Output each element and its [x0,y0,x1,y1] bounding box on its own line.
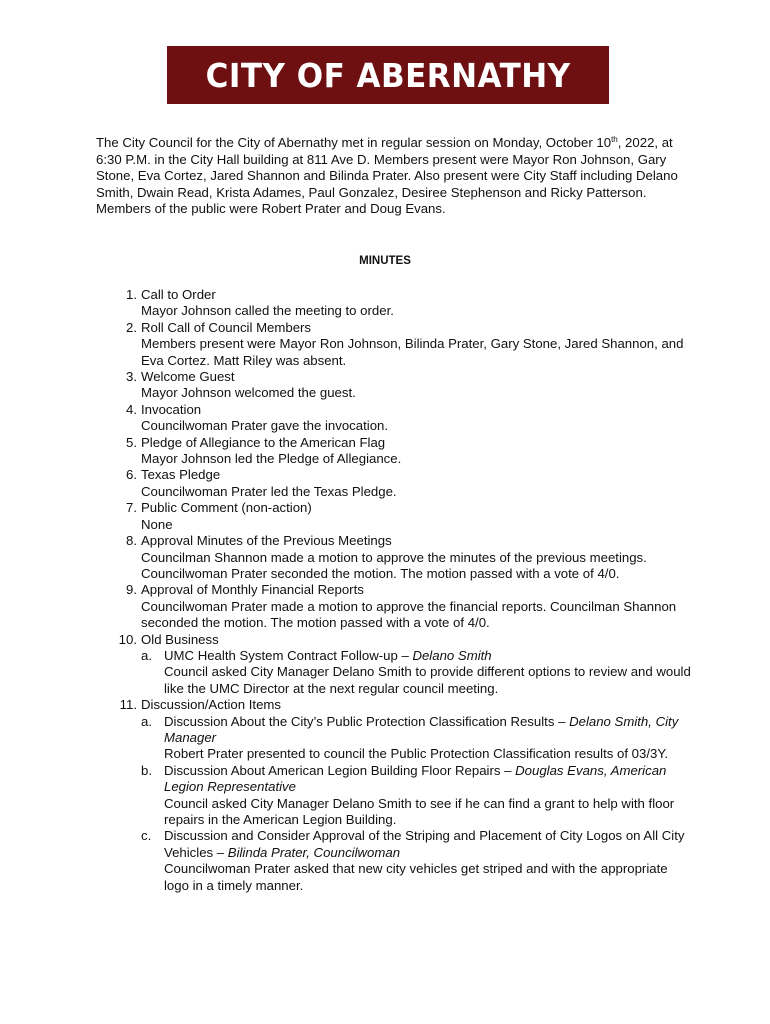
item-title: Texas Pledge [141,467,221,483]
item-number: 7. [126,500,137,516]
sub-item-body: Robert Prater presented to council the Public Protection Classification results of 03/3Y. [164,746,669,762]
item-number: 1. [126,287,137,302]
agenda-item [96,402,696,435]
item-title: Invocation [141,401,202,417]
agenda-item [96,632,696,698]
agenda-item [96,287,696,320]
agenda-item [96,533,696,582]
item-number: 2. [126,319,137,335]
city-title: CITY OF ABERNATHY [205,55,571,95]
item-number: 9. [126,582,137,598]
sub-item-presenter: Douglas Evans, American Legion Representative [164,762,667,795]
item-body: Councilman Shannon made a motion to approve the minutes of the previous meetings. Councilwoman Prater seconded the motion. The motion passed with a vote of 4/0. [141,549,647,581]
item-body: Members present were Mayor Ron Johnson, Bilinda Prater, Gary Stone, Jared Shannon, and Eva Cortez. Matt Riley was absent. [141,336,684,368]
intro-text-1: The City Council for the City of Abernathy met in regular session on Monday, October 10 [96,135,612,150]
item-number: 4. [126,401,137,417]
sub-item-body: Councilwoman Prater asked that new city vehicles get striped and with the appropriate logo in a timely manner. [164,861,668,893]
minutes-heading: MINUTES [359,255,411,267]
sub-item-title: Discussion and Consider Approval of the Striping and Placement of City Logos on All City Vehicles – [164,828,685,860]
agenda-item [96,697,696,894]
sub-item-title: UMC Health System Contract Follow-up – [164,647,413,663]
item-body: Mayor Johnson led the Pledge of Allegiance. [141,451,402,467]
agenda-item [96,369,696,402]
item-body: Councilwoman Prater led the Texas Pledge. [141,483,397,499]
item-title: Public Comment (non-action) [141,500,312,516]
item-title: Call to Order [141,287,216,302]
item-body: None [141,516,173,532]
agenda-item [96,582,696,631]
sub-item-title: Discussion About American Legion Building Floor Repairs – [164,762,516,778]
item-title: Approval of Monthly Financial Reports [141,582,364,598]
sub-item-letter: a. [141,647,152,663]
item-title: Welcome Guest [141,369,235,385]
sub-item-presenter: Delano Smith [412,647,492,663]
item-body: Mayor Johnson welcomed the guest. [141,385,356,401]
item-body: Councilwoman Prater made a motion to approve the financial reports. Councilman Shannon seconded the motion. The motion passed with a vote of 4/0. [141,598,677,631]
item-body: Mayor Johnson called the meeting to order. [141,303,394,319]
agenda-item [96,500,696,533]
sub-item-letter: b. [141,762,152,778]
item-title: Pledge of Allegiance to the American Flag [141,434,386,450]
item-title: Discussion/Action Items [141,697,281,713]
sub-item-letter: a. [141,713,152,729]
agenda-item [96,320,696,369]
agenda-item [96,467,696,500]
city-banner [167,46,609,104]
sub-item [141,714,696,763]
item-number: 3. [126,369,137,385]
item-title: Old Business [141,631,219,647]
sub-item [141,828,696,894]
sub-item [141,648,696,697]
item-number: 6. [126,467,137,483]
item-number: 11. [119,697,137,713]
item-number: 5. [126,434,137,450]
intro-paragraph [96,135,686,218]
item-number: 8. [126,533,137,549]
sub-item-body: Council asked City Manager Delano Smith to provide different options to review and would like the UMC Director at the next regular council meeting. [164,664,691,696]
sub-item-letter: c. [141,828,152,844]
intro-superscript: th [611,135,618,144]
sub-item [141,763,696,829]
item-body: Councilwoman Prater gave the invocation. [141,418,389,434]
sub-item-presenter: Delano Smith, City Manager [164,713,679,745]
item-title: Roll Call of Council Members [141,319,312,335]
intro-text-2: , 2022, at 6:30 P.M. in the City Hall building at 811 Ave D. Members present were Mayor Ron Johnson, Gary Stone, Eva Cortez, Jared Shannon and Bilinda Prater. Also present were City Staff including Delano Smith, Dwain Read, Krista Adames, Paul Gonzalez, Desiree Stephenson and Ricky Patterson. Members of the public were Robert Prater and Doug Evans. [96,135,678,216]
sub-item-presenter: Bilinda Prater, Councilwoman [227,844,401,860]
item-title: Approval Minutes of the Previous Meetings [141,533,392,549]
item-number: 10. [118,631,137,647]
sub-item-body: Council asked City Manager Delano Smith to see if he can find a grant to help with floor repairs in the American Legion Building. [164,795,675,827]
sub-item-title: Discussion About the City’s Public Protection Classification Results – [164,713,570,729]
minutes-list [96,287,696,894]
agenda-item [96,435,696,468]
